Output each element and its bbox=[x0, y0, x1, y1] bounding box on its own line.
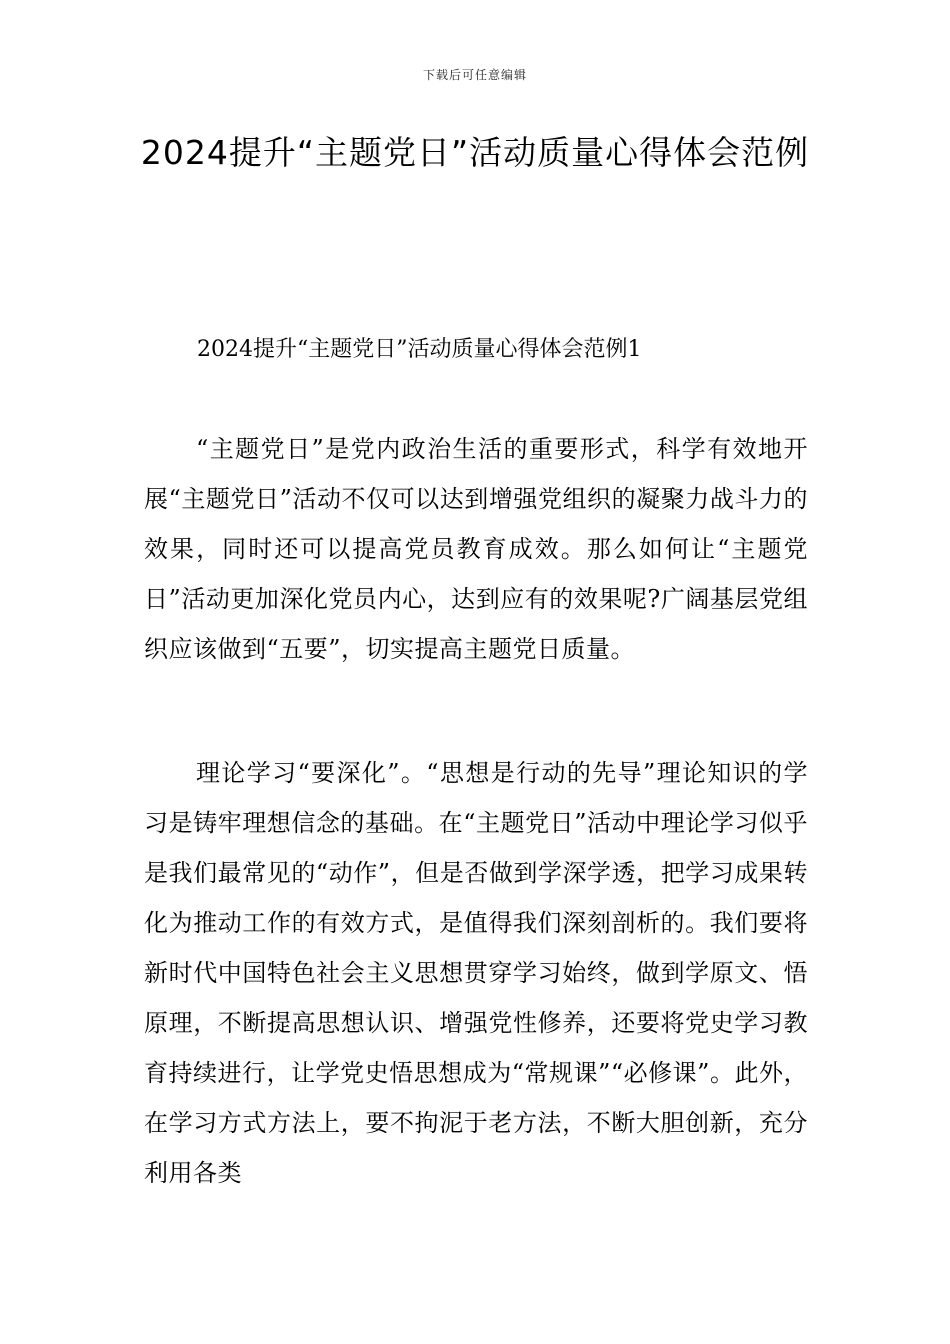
body-paragraph-2: 理论学习“要深化”。“思想是行动的先导”理论知识的学习是铸牢理想信念的基础。在“主题党日”活动中理论学习似乎是我们最常见的“动作”，但是否做到学深学透，把学习成果转化为推动工作的有效方式，是值得我们深刻剖析的。我们要将新时代中国特色社会主义思想贯穿学习始终，做到学原文、悟原理，不断提高思想认识、增强党性修养，还要将党史学习教育持续进行，让学党史悟思想成为“常规课”“必修课”。此外，在学习方式方法上，要不拘泥于老方法，不断大胆创新，充分利用各类 bbox=[144, 759, 808, 1187]
header-note: 下载后可任意编辑 bbox=[422, 68, 527, 82]
body-paragraph-1: “主题党日”是党内政治生活的重要形式，科学有效地开展“主题党日”活动不仅可以达到增强党组织的凝聚力战斗力的效果，同时还可以提高党员教育成效。那么如何让“主题党日”活动更加深化党员内心，达到应有的效果呢?广阔基层党组织应该做到“五要”，切实提高主题党日质量。 bbox=[144, 435, 808, 663]
section-heading: 2024提升“主题党日”活动质量心得体会范例1 bbox=[197, 337, 642, 362]
document-title: 2024提升“主题党日”活动质量心得体会范例 bbox=[140, 133, 810, 172]
